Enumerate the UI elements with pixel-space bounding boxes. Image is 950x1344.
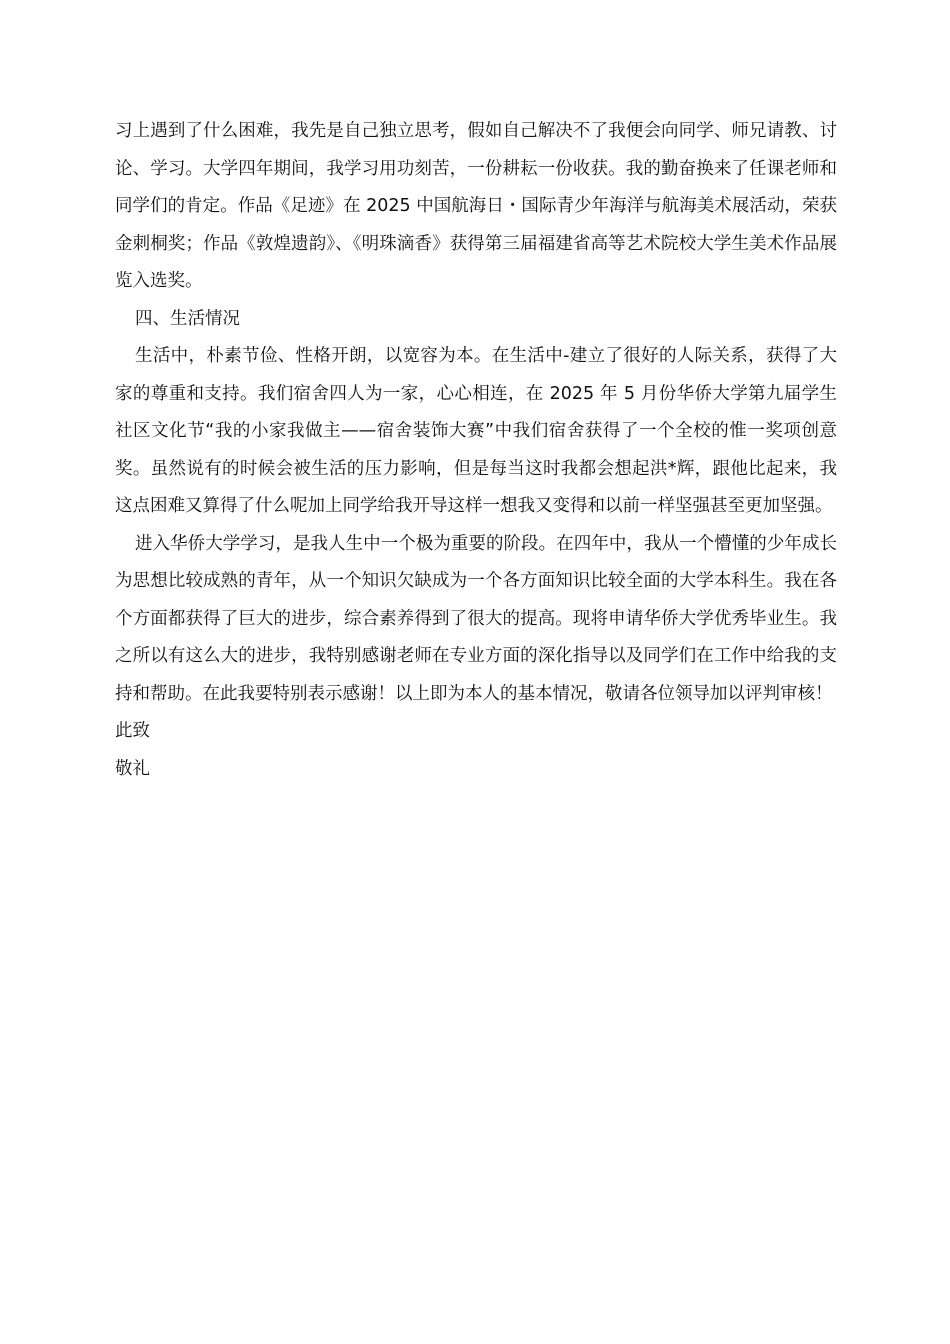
document-body xyxy=(115,113,837,788)
section-heading-life: 四、生活情况 xyxy=(135,308,240,329)
summary-paragraph: 进入华侨大学学习，是我人生中一个极为重要的阶段。在四年中，我从一个懵懂的少年成长为思想比较成熟的青年，从一个知识欠缺成为一个各方面知识比较全面的大学本科生。我在各个方面都获得了巨大的进步，综合素养得到了很大的提高。现将申请华侨大学优秀毕业生。我之所以有这么大的进步，我特别感谢老师在专业方面的深化指导以及同学们在工作中给我的支持和帮助。在此我要特别表示感谢！以上即为本人的基本情况，敬请各位领导加以评判审核！ xyxy=(115,533,837,704)
closing-salutation: 此致 xyxy=(115,721,150,741)
closing-regards: 敬礼 xyxy=(115,758,150,779)
study-paragraph-continued: 习上遇到了什么困难，我先是自己独立思考，假如自己解决不了我便会向同学、师兄请教、讨论、学习。大学四年期间，我学习用功刻苦，一份耕耘一份收获。我的勤奋换来了任课老师和同学们的肯定。作品《足迹》在 2025 中国航海日・国际青少年海洋与航海美术展活动，荣获金刺桐奖；作品《敦煌遗韵》、《明珠滴香》获得第三届福建省高等艺术院校大学生美术作品展览入选奖。 xyxy=(115,121,837,291)
life-paragraph: 生活中，朴素节俭、性格开朗，以宽容为本。在生活中-建立了很好的人际关系，获得了大家的尊重和支持。我们宿舍四人为一家，心心相连，在 2025 年 5 月份华侨大学第九届学生社区文化节“我的小家我做主——宿舍装饰大赛”中我们宿舍获得了一个全校的惟一奖项创意奖。虽然说有的时候会被生活的压力影响，但是每当这时我都会想起洪*辉，跟他比起来，我这点困难又算得了什么呢加上同学给我开导这样一想我又变得和以前一样坚强甚至更加坚强。 xyxy=(115,346,837,516)
